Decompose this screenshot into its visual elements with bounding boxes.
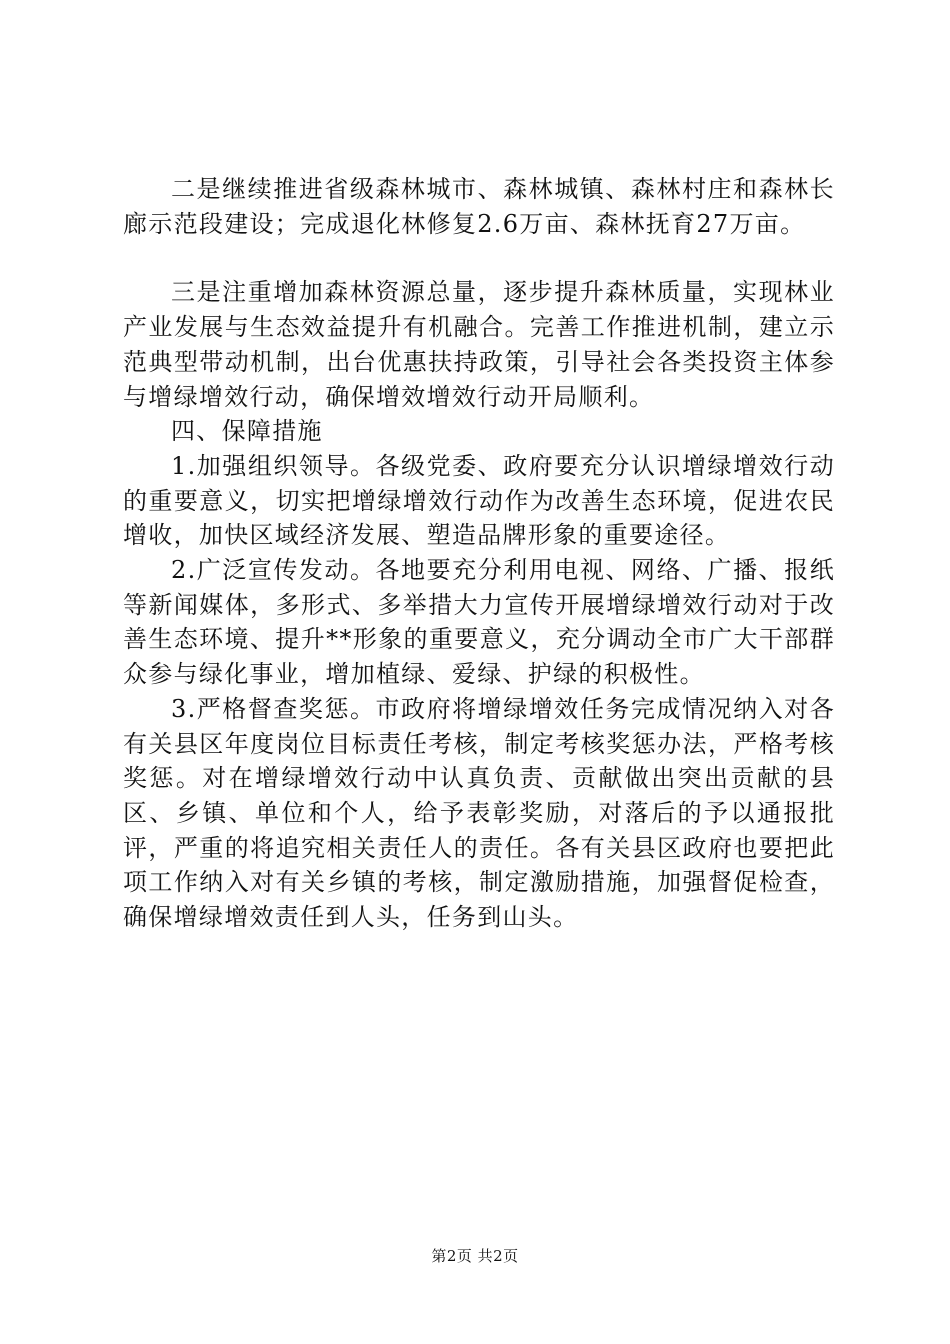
paragraph-forest-resources: 三是注重增加森林资源总量，逐步提升森林质量，实现林业产业发展与生态效益提升有机融合。完善工作推进机制，建立示范典型带动机制，出台优惠扶持政策，引导社会各类投资主体参与增绿增效行动，确保增效增效行动开局顺利。	[123, 278, 835, 411]
paragraph-forest-city-construction: 二是继续推进省级森林城市、森林城镇、森林村庄和森林长廊示范段建设；完成退化林修复2.6万亩、森林抚育27万亩。	[123, 175, 835, 238]
paragraph-supervision-rewards: 3.严格督查奖惩。市政府将增绿增效任务完成情况纳入对各有关县区年度岗位目标责任考核，制定考核奖惩办法，严格考核奖惩。对在增绿增效行动中认真负责、贡献做出突出贡献的县区、乡镇、单位和个人，给予表彰奖励，对落后的予以通报批评，严重的将追究相关责任人的责任。各有关县区政府也要把此项工作纳入对有关乡镇的考核，制定激励措施，加强督促检查，确保增绿增效责任到人头，任务到山头。	[123, 694, 835, 932]
paragraph-organization-leadership: 1.加强组织领导。各级党委、政府要充分认识增绿增效行动的重要意义，切实把增绿增效行动作为改善生态环境，促进农民增收，加快区域经济发展、塑造品牌形象的重要途径。	[123, 451, 835, 550]
section-heading-safeguards: 四、保障措施	[171, 417, 323, 446]
paragraph-publicity-mobilization: 2.广泛宣传发动。各地要充分利用电视、网络、广播、报纸等新闻媒体，多形式、多举措大力宣传开展增绿增效行动对于改善生态环境、提升**形象的重要意义，充分调动全市广大干部群众参与绿化事业，增加植绿、爱绿、护绿的积极性。	[123, 556, 835, 689]
page-number-footer: 第2页 共2页	[431, 1247, 519, 1265]
paragraph-spacer	[123, 241, 835, 275]
document-body	[123, 172, 835, 935]
